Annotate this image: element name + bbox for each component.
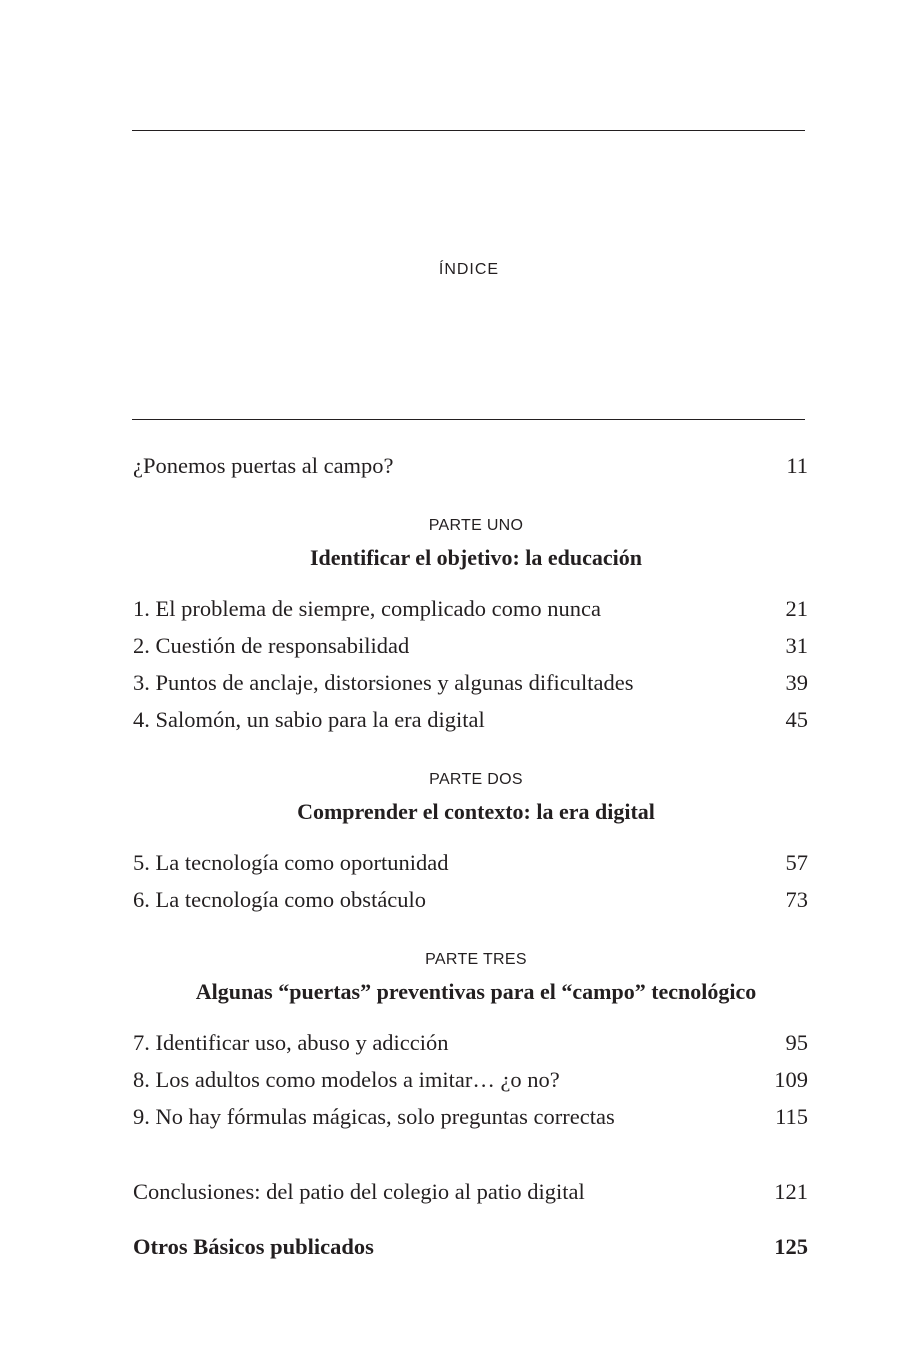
toc-entry-chapter-2 [133, 631, 808, 661]
toc-entry-label: 4. Salomón, un sabio para la era digital [133, 707, 485, 732]
toc-entry-page: 73 [785, 887, 808, 912]
toc-entry-conclusions [133, 1177, 808, 1207]
part-title-2: Comprender el contexto: la era digital [297, 799, 655, 824]
toc-entry-chapter-3 [133, 668, 808, 698]
toc-entry-others [133, 1232, 808, 1262]
toc-entry-label: ¿Ponemos puertas al campo? [133, 453, 394, 478]
toc-entry-page: 39 [785, 670, 808, 695]
toc-entry-label: 1. El problema de siempre, complicado como nunca [133, 596, 601, 621]
toc-entry-label: 2. Cuestión de responsabilidad [133, 633, 410, 658]
toc-entry-label: Conclusiones: del patio del colegio al patio digital [133, 1179, 585, 1204]
top-rule [132, 130, 805, 131]
toc-entry-label: 9. No hay fórmulas mágicas, solo preguntas correctas [133, 1104, 615, 1129]
toc-entry-page: 21 [785, 596, 808, 621]
toc-entry-page: 121 [774, 1179, 808, 1204]
title-rule [132, 419, 805, 420]
toc-entry-page: 109 [774, 1067, 808, 1092]
part-label-2: PARTE DOS [429, 771, 523, 788]
toc-entry-page: 57 [785, 850, 808, 875]
toc-entry-page: 125 [774, 1234, 808, 1259]
toc-entry-label: 7. Identificar uso, abuso y adicción [133, 1030, 449, 1055]
toc-entry-chapter-9 [133, 1102, 808, 1132]
part-title-1: Identificar el objetivo: la educación [310, 545, 642, 570]
toc-entry-page: 115 [775, 1104, 808, 1129]
toc-entry-chapter-4 [133, 705, 808, 735]
toc-entry-chapter-1 [133, 594, 808, 624]
toc-entry-intro [133, 451, 808, 481]
toc-entry-page: 45 [785, 707, 808, 732]
toc-entry-chapter-7 [133, 1028, 808, 1058]
toc-entry-chapter-5 [133, 848, 808, 878]
toc-entry-label: 3. Puntos de anclaje, distorsiones y algunas dificultades [133, 670, 634, 695]
toc-entry-label: 6. La tecnología como obstáculo [133, 887, 427, 912]
part-label-1: PARTE UNO [428, 517, 524, 534]
toc-entry-label: Otros Básicos publicados [133, 1234, 374, 1259]
toc-entry-chapter-8 [133, 1065, 808, 1095]
toc-entry-page: 11 [786, 453, 808, 478]
toc-entry-page: 31 [785, 633, 808, 658]
toc-entry-chapter-6 [133, 885, 808, 915]
toc-entry-label: 5. La tecnología como oportunidad [133, 850, 449, 875]
part-title-3: Algunas “puertas” preventivas para el “campo” tecnológico [195, 979, 757, 1004]
toc-entry-label: 8. Los adultos como modelos a imitar… ¿o no? [133, 1067, 560, 1092]
page-title: ÍNDICE [438, 261, 500, 278]
part-label-3: PARTE TRES [425, 951, 527, 968]
toc-entry-page: 95 [785, 1030, 808, 1055]
